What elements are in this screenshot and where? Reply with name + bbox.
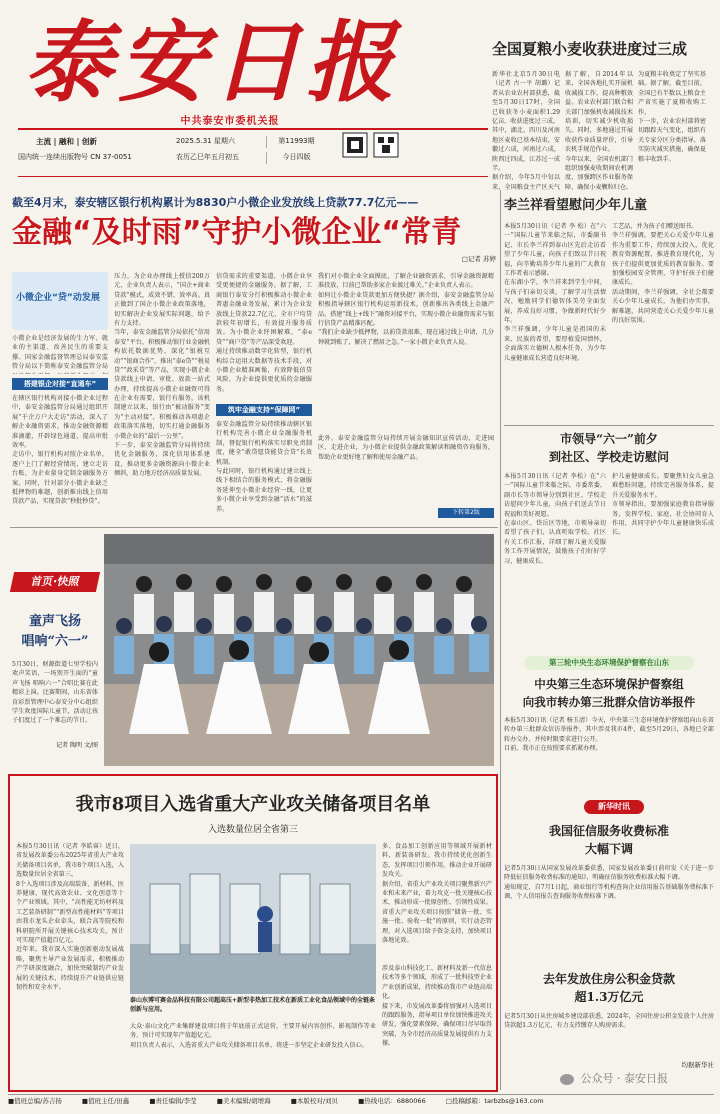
eight-col2: 多、食品加工创新应用等领域开展新材料、新装备研发。我市持续优化创新生态，发挥项目引领作用，推动企业开展研发攻关。 据介绍，省重大产业攻关项目聚焦新兴产业和未来产业，着力攻克一批关键核心技术，推动形成一批原创性、引领性成果。 省重大产业攻关项目按照“储备一批、实施一批、验收一批”的原则，实行动态管理，对入选项目给予资金支持，加快项目落地见效。 <box>382 843 492 945</box>
wechat-icon <box>560 1074 574 1085</box>
finance-body1b: 在辖区银行机构对接小微企业过程中，泰安金融监管分局通过组织开展“千企万户大走访”活动，深入了解企业融资需求，推动金融资源精准滴灌，开辟绿色通道，提高审批效率。 走访中，银行机构对照企业名单，逐户上门了解经营情况，建立走访台账，为企业量身定制金融服务方案。同时，针对部分小微企业缺乏抵押物的难题，创新推出线上信用贷款产品，实现贷款“秒批秒贷”。 <box>12 395 108 506</box>
eco-story <box>504 656 714 796</box>
lilanxiang-story <box>504 196 714 421</box>
footer-item: ■热线电话：6880066 <box>358 1097 426 1105</box>
finance-logo <box>12 272 108 330</box>
eight-headline: 我市8项目入选省重大产业攻关储备项目名单 <box>75 794 431 815</box>
masthead-title: 泰安日报 <box>24 12 401 112</box>
credit-body: 记者5月30日从国家发展改革委获悉，国家发展改革委日前印发《关于进一步降低征信服务收费标准的通知》，明确征信服务收费标准大幅下调。 通知规定，自7月1日起，商业银行等机构查询企业信用报告基础服务费标准下调，个人信用报告查询服务收费标准下调。 <box>504 865 714 901</box>
finance-byline: □记者 苏婷 <box>461 255 496 263</box>
factory-photo <box>130 844 376 994</box>
wheat-title: 全国夏粮小麦收获进度过三成 <box>492 40 688 58</box>
finance-body4: 我们对小微企业全面摸底，了解企业融资需求，引导金融资源精准投放，目前已帮助多家企业渡过难关。”企业负责人表示。 如何让小微企业贷款更加方便快捷？据介绍，泰安金融监管分局积极指导辖区银行机构运用新技术，创新推出各类线上金融产品，搭建“线上+线下”融资对接平台，实现小微企业融资需求与银行信贷产品精准匹配。 “我们企业缺少抵押物，以前贷款很难，现在通过线上申请，几分钟就到账了，解决了燃眉之急。”一家小微企业负责人说。 <box>318 273 494 346</box>
masthead-pages: 今日四版 <box>266 152 326 164</box>
kids-title1: 童声飞扬 <box>28 614 81 628</box>
masthead-bottom-rule <box>18 176 488 177</box>
housing-title2: 超1.3万亿元 <box>574 990 644 1004</box>
eco-body: 本报5月30日讯（记者 杨玉清）今天，中央第三生态环境保护督察组向山东省转办第三批群众信访举报件，其中涉及我市4件，截至5月29日，各地已全部转办交办，并按时限要求进行公开。 目前，我市正在按照要求抓紧办理。 <box>504 717 714 753</box>
housing-title1: 去年发放住房公积金贷款 <box>542 972 675 986</box>
kids-body: 5月30日，财源街道七里学校内欢声笑语，一场别开生面的“童声飞扬 唱响六一”合唱比赛在此精彩上演。比赛期间，山东省体育彩票管理中心泰安分中心组织学生欢度国际儿童节，活动让孩子们度过了一个难忘的节日。 <box>12 661 98 725</box>
footer-item: ■责任编辑/李莹 <box>149 1097 197 1105</box>
wheat-story <box>488 30 710 190</box>
wheat-col1: 新华社北京5月30日电（记者 古一平 胡璐）记者从农业农村部获悉，截至5月30日17时，全国已收获冬小麦面积1.29亿亩，收获进度过三成。 其中，湖北、四川及河南地区麦收已基本结束，安徽过六成，河南过六成，陕西过四成，江苏过一成半。 据介绍，今年5月中旬以来，全国粮食主产区天气 <box>492 71 560 190</box>
housing-body: 记者5月30日从住房城乡建设部获悉，2024年，全国住房公积金发放个人住房贷款超1.3万亿元，有力支持缴存人购房需求。 <box>504 1013 714 1030</box>
credit-title2: 大幅下调 <box>584 842 633 856</box>
footer-item: ■美术编辑/胡增海 <box>216 1097 271 1105</box>
finance-kicker: 截至4月末，泰安辖区银行机构累计为8830户小微企业发放线上贷款77.7亿元—— <box>12 196 419 209</box>
housing-credit: 均据新华社 <box>681 1061 714 1069</box>
footer-item: ■本版校对/刘贝 <box>290 1097 339 1105</box>
lingdao-col2: 护儿童健康成长。要聚焦妇女儿童急难愁盼问题，持续完善服务体系，提升关爱服务水平。 市领导指出，要加强家庭教育指导服务，发挥学校、家庭、社会协同育人作用，共同守护少年儿童健康快乐成长。 <box>612 473 714 537</box>
finance-body3: 信贷需求的重要渠道，小微企业享受更便捷的金融服务。据了解，工商银行泰安分行积极推动小微企业普惠金融业务发展，累计为企业发放线上贷款22.7亿元，全市户均贷款较年初增长，有效提升服务质效。为小微企业纾困解难，“泰e贷”“商户贷”等产品深受欢迎。 通过持续推动数字化转型，银行机构综合运用大数据等技术手段，对小微企业精准画像，有效降低信贷风险，为企业提供更优质的金融服务。 <box>216 273 312 393</box>
lingdao-col1: 本报5月30日讯（记者 李松）在“六一”国际儿童节来临之际，市委常委、副市长等市领导分别到社区、学校走访慰问少年儿童，向孩子们送去节日祝福和美好祝愿。 在泰山区、岱岳区等地，市领导亲切看望了孩子们，认真听取学校、社区有关工作汇报，详细了解儿童关爱服务工作开展情况，鼓励孩子们好好学习，健康成长。 <box>504 473 606 565</box>
finance-sub2: 筑牢金融支持“保障网” <box>216 404 312 416</box>
lilanxiang-col2: 工艺品，并为孩子们赠送图书。 李兰祥强调，要把关心关爱少年儿童作为重要工作，持续加大投入，优化教育资源配置，推进教育现代化，为孩子们提供更加优质的教育服务。要加强校园安全管理，守护好孩子们健康成长。 活动期间，李兰祥强调，全社会都要关心少年儿童成长，为他们办实事，解难题，共同营造关心关爱少年儿童的良好氛围。 <box>612 223 714 325</box>
finance-body3b: 泰安金融监管分局持续推动辖区银行机构完善小微企业金融服务机制，督促银行机构落实尽职免责制度，健全“敢贷愿贷能贷会贷”长效机制。 与此同时，银行机构通过建立线上线下相结合的服务模式，将金融服务延伸至小微企业经营一线，让更多小微企业享受到金融“活水”的滋养。 <box>216 421 312 513</box>
masthead-org: 中共泰安市委机关报 <box>180 116 280 126</box>
kids-logo: 首页·快照 <box>10 572 100 592</box>
masthead-lunar: 农历乙巳年五月初五 <box>176 153 239 161</box>
watermark-text: 公众号 · 泰安日报 <box>580 1072 668 1085</box>
right-column-rule <box>500 190 501 1090</box>
wheat-col2: 据了解，自2014年以来，全国各地扎实开展机收减损工作，提高种粮效益。农业农村部门联合相关部门加强机收减损技术培训，切实减少机收损失。同时，多地通过开展收获作业质量评价，引导农机手规范作业。 今年以来，全国农机部门组织加强麦收期间农机调度，加强跨区作业服务保障，确保小麦颗粒归仓。 <box>565 71 633 190</box>
lilanxiang-title: 李兰祥看望慰问少年儿童 <box>504 198 648 213</box>
eight-sub: 入选数量位居全省第三 <box>207 825 298 835</box>
footer-bar <box>8 1094 714 1108</box>
finance-teaser: 下转第2版 <box>438 508 494 518</box>
divider <box>10 527 498 528</box>
wechat-watermark <box>560 1070 716 1088</box>
eight-col4: 大众·泰山文化产业集群建设项目将于年底前正式运营，主要开展内容创作、影视制作等业务，预计可实现年产值超亿元。 项目负责人表示，入选省重大产业攻关储备项目名单，将进一步坚定企业研发投入信心。 <box>130 1023 376 1049</box>
kids-credit: 记者 陶明 文/图 <box>56 742 98 749</box>
masthead-cn: 国内统一连续出版物号 CN 37-0051 <box>18 153 132 161</box>
lilanxiang-col1: 本报5月30日讯（记者 李 松）在“六一”国际儿童节来临之际，市委副书记、市长李兰祥到泰山区先后走访看望了少年儿童，向孩子们致以节日祝福，向辛勤培养少年儿童的广大教育工作者表示感谢。 在东湖小学，李兰祥来到学生中间，与孩子们亲切交谈，了解学习生活情况，勉励同学们德智体美劳全面发展，养成良好习惯，争做新时代好少年。 李兰祥强调，少年儿童是祖国的未来、民族的希望，要厚植爱国情怀，全面落实立德树人根本任务，为少年儿童健康成长营造良好环境。 <box>504 223 606 362</box>
finance-sub1: 搭建银企对接“直通车” <box>12 378 108 390</box>
finance-body1: 小微企业是经济发展的生力军、就业的主渠道、改善民生的重要支撑。国家金融监督管理总局泰安监管分局以下简称泰安金融监管分局 <box>12 335 108 371</box>
masthead-rule <box>18 128 488 130</box>
wheat-col3: 为夏粮丰收奠定了坚实基础。据了解，截至目前，全国已有半数以上粮食主产省实施了夏粮收购工作， 下一步，农业农村部将密切跟踪天气变化，组织有关专家分区分类指导，落实防灾减灾措施，确保夏粮丰收到手。 <box>638 71 706 163</box>
lingdao-story <box>504 430 714 652</box>
finance-body2b: 在企业有需要，银行有服务，该机制建立以来，银行由“被动服务”变为“主动对接”，积极推动各项惠企政策落实落地，切实打通金融服务小微企业的“最后一公里”。 下一步，泰安金融监管分局将持续优化金融服务，深化信用体系建设，推动更多金融资源向小微企业倾斜，助力地方经济高质量发展。 <box>114 395 210 478</box>
eco-logo: 第三轮中央生态环境保护督察在山东 <box>524 656 694 670</box>
kids-title2: 唱响“六一” <box>21 634 89 648</box>
eight-col1: 本报5月30日讯（记者 李皓睿）近日，省发展改革委公布2025年省重大产业攻关储备项目名单，我市8个项目入选，入选数量位居全省第三。 8个入选项目涉及高端装备、新材料、医养健康、现代高效农业、文化创意等十个产业领域。其中，“高性能无纺材料及工艺装备研制”“新型高性能材料”等项目由我市龙头企业牵头，联合高等院校和科研院所开展关键核心技术攻关，预计可实现产值超百亿元。 近年来，我市深入实施创新驱动发展战略，聚焦主导产业发展需求，积极推动产学研深度融合，加快突破制约产业发展的关键技术，持续提升产业链供应链韧性和安全水平。 <box>16 843 124 992</box>
finance-body4b: 此外，泰安金融监管分局持续开展金融知识宣传活动，走进园区、走进企业，为小微企业提供金融政策解读和融资咨询服务，帮助企业更好地了解和使用金融产品。 <box>318 435 494 461</box>
credit-title1: 我国征信服务收费标准 <box>548 824 669 838</box>
eco-title1: 中央第三生态环境保护督察组 <box>534 677 684 691</box>
masthead-date: 2025.5.31 星期六 <box>176 137 235 145</box>
credit-logo: 新华时讯 <box>584 800 644 814</box>
lingdao-title1: 市领导“六一”前夕 <box>560 432 658 446</box>
eight-col3: 涉及泰山科技化工、新材料及新一代信息技术等多个领域，形成了一批科技型企业产业创新成果，持续推动我市产业链高端化。 接下来，市发展改革委将加强对入选项目的跟踪服务，指导项目单位加快推进攻关研发，强化要素保障，确保项目尽早取得突破，为全市经济高质量发展提供有力支撑。 <box>382 965 492 1048</box>
kids-choir-photo <box>104 534 494 766</box>
finance-story <box>8 190 498 525</box>
lingdao-title2: 到社区、学校走访慰问 <box>548 450 669 464</box>
footer-item: ■值班总编/苏吉扬 <box>8 1097 62 1105</box>
credit-story <box>504 800 714 965</box>
factory-caption: 泰山东博可赛金品科技有限公司超高压+新型非热加工技术在新质工业化食品领域中的全链条创新与应用。 <box>130 997 376 1013</box>
kids-story <box>8 530 498 770</box>
masthead-issue: 第11993期 <box>266 136 326 148</box>
eco-title2: 向我市转办第三批群众信访举报件 <box>522 695 696 709</box>
finance-logo-text: 小微企业“贷”动发展 <box>16 293 100 303</box>
footer-item: ■值班主任/田鑫 <box>81 1097 130 1105</box>
eight-projects-story <box>8 774 498 1092</box>
footer-item: □投稿邮箱：tarbzbs@163.com <box>445 1097 544 1105</box>
masthead-motto: 主流 | 融和 | 创新 <box>36 137 97 146</box>
masthead <box>0 0 500 180</box>
divider <box>504 425 714 426</box>
finance-body2: 压力，为企业办理线上授信200万元，企业负责人表示，“国企+商业贷款”模式，成效不错，效率高。真正做到了国企小微企业政策落地，切实解决企业发展实际问题，给予有力支持。 当年，泰安金融监管分局依托“信用泰安”平台，积极推动银行业金融机构依托数据优势，深化“银税互动”“银商合作”，推出“泰e贷”“税易贷”“政采贷”等产品，实现小微企业贷款线上申请、审批、放款一站式办理，持续提高小微企业融资可得 <box>114 273 210 392</box>
finance-headline: 金融“及时雨”守护小微企业“常青 <box>12 215 462 250</box>
qr-code-icon <box>342 132 402 172</box>
